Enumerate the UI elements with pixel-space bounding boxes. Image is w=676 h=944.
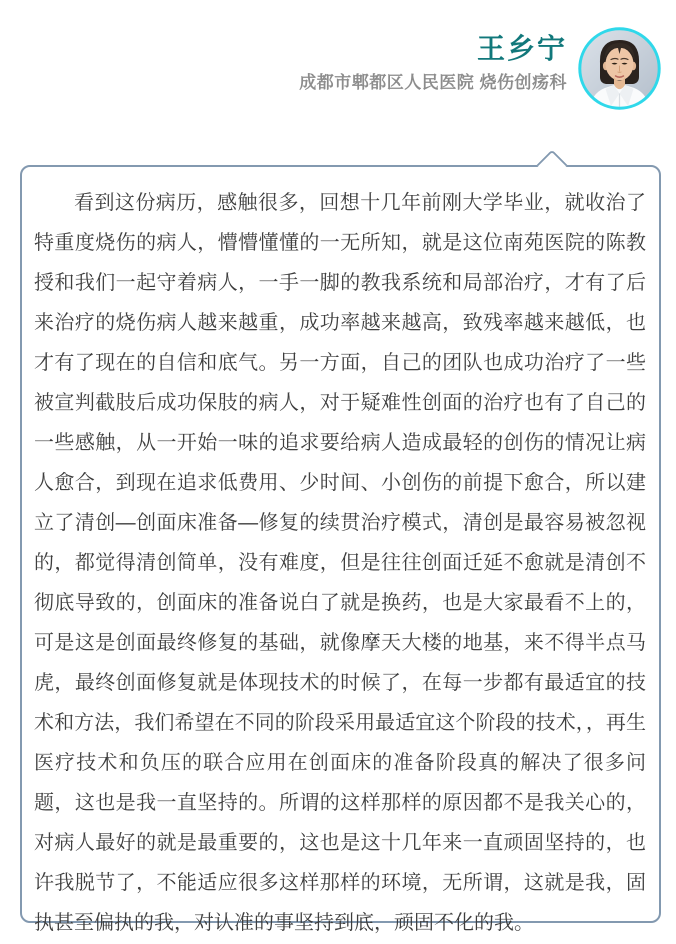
doctor-portrait-image	[578, 27, 661, 110]
doctor-header	[299, 28, 567, 93]
comment-bubble	[20, 165, 661, 934]
comment-paragraph: 看到这份病历，感触很多，回想十几年前刚大学毕业，就收治了特重度烧伤的病人，懵懵懂懂的一无所知，就是这位南苑医院的陈教授和我们一起守着病人，一手一脚的教我系统和局部治疗，才有了后来治疗的烧伤病人越来越重，成功率越来越高，致残率越来越低，也才有了现在的自信和底气。另一方面，自己的团队也成功治疗了一些被宣判截肢后成功保肢的病人，对于疑难性创面的治疗也有了自己的一些感触，从一开始一味的追求要给病人造成最轻的创伤的情况让病人愈合，到现在追求低费用、少时间、小创伤的前提下愈合，所以建立了清创—创面床准备—修复的续贯治疗模式，清创是最容易被忽视的，都觉得清创简单，没有难度，但是往往创面迁延不愈就是清创不彻底导致的，创面床的准备说白了就是换药，也是大家最看不上的，可是这是创面最终修复的基础，就像摩天大楼的地基，来不得半点马虎，最终创面修复就是体现技术的时候了，在每一步都有最适宜的技术和方法，我们希望在不同的阶段采用最适宜这个阶段的技术，，再生医疗技术和负压的联合应用在创面床的准备阶段真的解决了很多问题，这也是我一直坚持的。所谓的这样那样的原因都不是我关心的，对病人最好的就是最重要的，这也是这十几年来一直顽固坚持的，也许我脱节了，不能适应很多这样那样的环境，无所谓，这就是我，固执甚至偏执的我，对认准的事坚持到底，顽固不化的我。	[34, 192, 646, 934]
doctor-name: 王乡宁	[476, 33, 567, 64]
doctor-avatar	[578, 27, 661, 110]
doctor-affiliation: 成都市郫都区人民医院 烧伤创疡科	[299, 73, 567, 92]
